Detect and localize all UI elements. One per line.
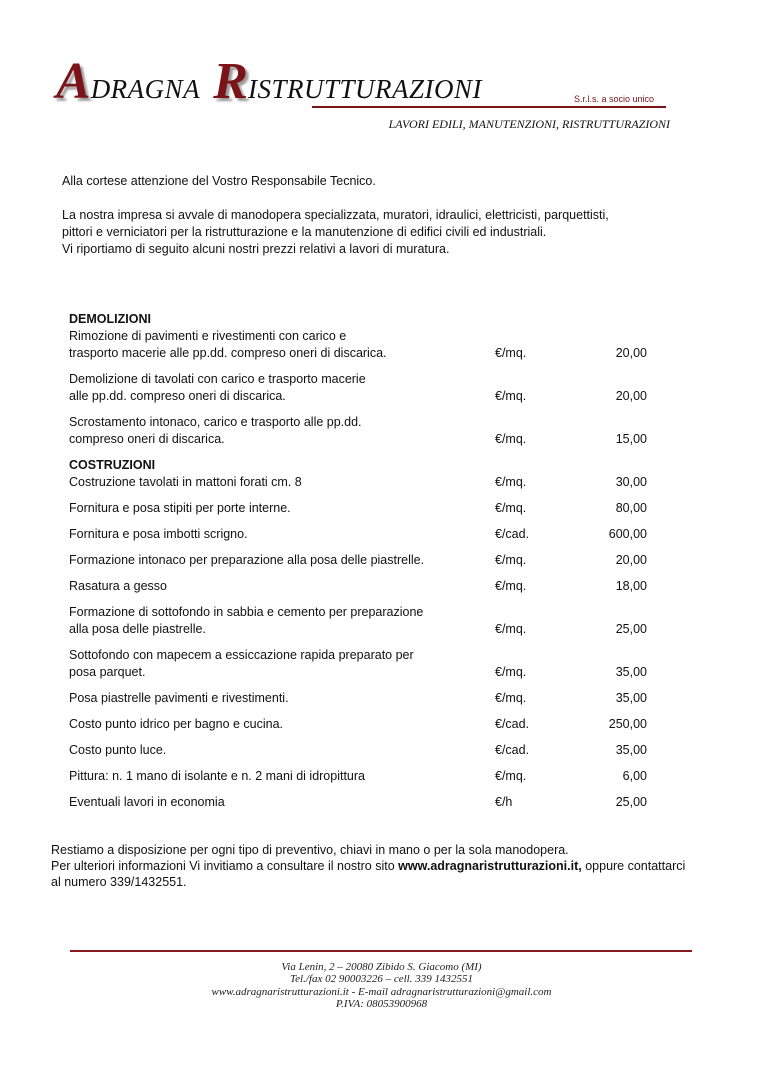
description-line: Costruzione tavolati in mattoni forati cm. 8	[69, 475, 302, 489]
price-row	[69, 794, 647, 811]
item-price: 35,00	[615, 665, 647, 679]
description-line: Posa piastrelle pavimenti e rivestimenti.	[69, 691, 289, 705]
item-unit: €/mq.	[495, 622, 527, 636]
item-description	[69, 716, 495, 733]
item-unit: €/mq.	[495, 475, 527, 489]
item-unit: €/cad.	[495, 527, 530, 541]
item-unit: €/mq.	[495, 665, 527, 679]
item-price: 20,00	[615, 346, 647, 360]
price-row	[69, 768, 647, 785]
footer-phone: Tel./fax 02 90003226 – cell. 339 1432551	[290, 973, 473, 986]
price-row	[69, 647, 647, 681]
closing-paragraph	[51, 842, 685, 890]
item-price: 15,00	[615, 432, 647, 446]
item-price: 20,00	[615, 389, 647, 403]
item-price: 80,00	[615, 501, 647, 515]
item-price: 18,00	[615, 579, 647, 593]
description-line: Costo punto luce.	[69, 743, 167, 757]
logo-underline	[312, 106, 666, 108]
item-description	[69, 604, 495, 638]
logo-initial-a: A	[56, 53, 91, 110]
item-price: 35,00	[615, 691, 647, 705]
item-description	[69, 500, 495, 517]
item-price: 25,00	[615, 795, 647, 809]
greeting: Alla cortese attenzione del Vostro Responsabile Tecnico.	[62, 174, 376, 188]
description-line: posa parquet.	[69, 665, 146, 679]
website-link[interactable]: www.adragnaristrutturazioni.it,	[398, 859, 582, 873]
item-unit: €/mq.	[495, 579, 527, 593]
description-line: Fornitura e posa imbotti scrigno.	[69, 527, 248, 541]
description-line: alla posa delle piastrelle.	[69, 622, 206, 636]
item-unit: €/cad.	[495, 717, 530, 731]
price-row	[69, 742, 647, 759]
price-row	[69, 328, 647, 362]
price-row	[69, 371, 647, 405]
item-price: 30,00	[615, 475, 647, 489]
price-row	[69, 716, 647, 733]
description-line: trasporto macerie alle pp.dd. compreso oneri di discarica.	[69, 346, 387, 360]
section-title: COSTRUZIONI	[69, 458, 156, 472]
item-unit: €/mq.	[495, 346, 527, 360]
item-unit: €/mq.	[495, 769, 527, 783]
item-description	[69, 526, 495, 543]
item-description	[69, 414, 495, 448]
description-line: Eventuali lavori in economia	[69, 795, 225, 809]
item-description	[69, 552, 495, 569]
tagline: LAVORI EDILI, MANUTENZIONI, RISTRUTTURAZIONI	[388, 117, 670, 131]
intro-line: La nostra impresa si avvale di manodopera specializzata, muratori, idraulici, elettricisti, parquettisti,	[62, 208, 609, 222]
item-unit: €/mq.	[495, 389, 527, 403]
item-description	[69, 578, 495, 595]
price-list	[69, 311, 647, 820]
item-unit: €/mq.	[495, 432, 527, 446]
item-description	[69, 742, 495, 759]
footer-vat: P.IVA: 08053900968	[335, 997, 428, 1010]
item-description	[69, 371, 495, 405]
footer-address: Via Lenin, 2 – 20080 Zibido S. Giacomo (MI)	[281, 961, 482, 973]
description-line: Rimozione di pavimenti e rivestimenti con carico e	[69, 329, 347, 343]
item-description	[69, 474, 495, 491]
intro-line: pittori e verniciatori per la ristrutturazione e la manutenzione di edifici civili ed industriali.	[62, 225, 547, 239]
item-description	[69, 328, 495, 362]
logo-word-ristrutturazioni: ISTRUTTURAZIONI	[247, 74, 483, 104]
price-row	[69, 500, 647, 517]
price-row	[69, 690, 647, 707]
logo-word-adragna: DRAGNA	[90, 74, 201, 104]
closing-line: Restiamo a disposizione per ogni tipo di preventivo, chiavi in mano o per la sola manodopera.	[51, 843, 569, 857]
description-line: Pittura: n. 1 mano di isolante e n. 2 mani di idropittura	[69, 769, 365, 783]
description-line: Scrostamento intonaco, carico e trasporto alle pp.dd.	[69, 415, 362, 429]
price-row	[69, 526, 647, 543]
item-unit: €/cad.	[495, 743, 530, 757]
description-line: Formazione di sottofondo in sabbia e cemento per preparazione	[69, 605, 424, 619]
item-unit: €/h	[495, 795, 513, 809]
item-unit: €/mq.	[495, 691, 527, 705]
description-line: Sottofondo con mapecem a essiccazione rapida preparato per	[69, 648, 414, 662]
closing-text: Per ulteriori informazioni Vi invitiamo a consultare il nostro sito	[51, 859, 399, 873]
intro-paragraph	[62, 207, 682, 258]
item-unit: €/mq.	[495, 501, 527, 515]
price-row	[69, 578, 647, 595]
item-unit: €/mq.	[495, 553, 527, 567]
item-description	[69, 647, 495, 681]
closing-text: oppure contattarci	[581, 859, 686, 873]
intro-line: Vi riportiamo di seguito alcuni nostri prezzi relativi a lavori di muratura.	[62, 242, 450, 256]
description-line: alle pp.dd. compreso oneri di discarica.	[69, 389, 286, 403]
item-description	[69, 690, 495, 707]
item-price: 6,00	[622, 769, 647, 783]
legal-form: S.r.l.s. a socio unico	[574, 94, 655, 104]
item-price: 35,00	[615, 743, 647, 757]
logo-initial-r: R	[213, 53, 248, 110]
description-line: Rasatura a gesso	[69, 579, 167, 593]
price-row	[69, 474, 647, 491]
item-price: 600,00	[608, 527, 647, 541]
price-row	[69, 414, 647, 448]
item-price: 20,00	[615, 553, 647, 567]
closing-line: al numero 339/1432551.	[51, 875, 187, 889]
description-line: Demolizione di tavolati con carico e trasporto macerie	[69, 372, 366, 386]
footer	[0, 961, 763, 1010]
description-line: Costo punto idrico per bagno e cucina.	[69, 717, 284, 731]
closing-line	[51, 858, 685, 874]
price-row	[69, 552, 647, 569]
company-logo	[56, 53, 483, 110]
item-price: 25,00	[615, 622, 647, 636]
footer-divider	[70, 950, 692, 952]
item-description	[69, 768, 495, 785]
description-line: Fornitura e posa stipiti per porte interne.	[69, 501, 291, 515]
description-line: Formazione intonaco per preparazione alla posa delle piastrelle.	[69, 553, 425, 567]
section-title: DEMOLIZIONI	[69, 312, 151, 326]
item-price: 250,00	[608, 717, 647, 731]
item-description	[69, 794, 495, 811]
price-row	[69, 604, 647, 638]
footer-web-email: www.adragnaristrutturazioni.it - E-mail adragnaristrutturazioni@gmail.com	[211, 985, 552, 998]
description-line: compreso oneri di discarica.	[69, 432, 225, 446]
